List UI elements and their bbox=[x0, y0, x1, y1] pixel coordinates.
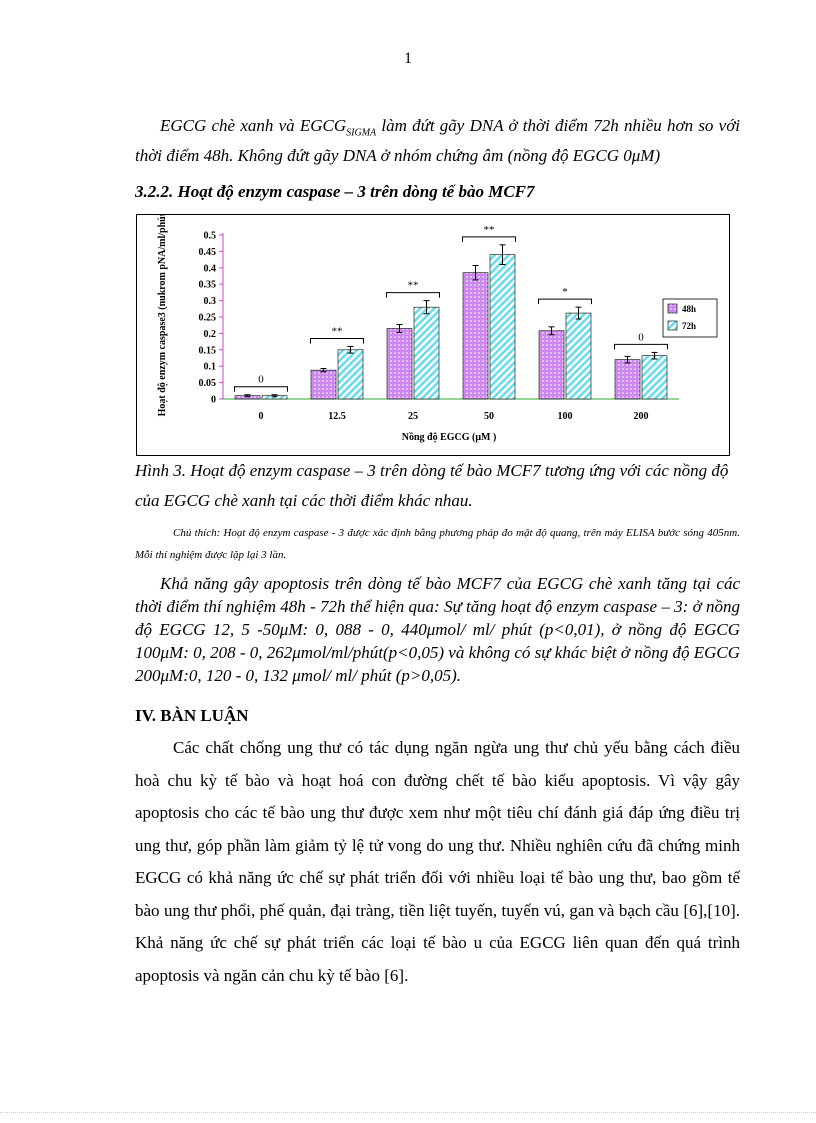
y-tick-label: 0.5 bbox=[203, 230, 216, 242]
x-tick-label: 50 bbox=[484, 411, 494, 422]
figure-caption: Hình 3. Hoạt độ enzym caspase – 3 trên dòng tế bào MCF7 tương ứng với các nồng độ của EGCG chè xanh tại các thời điểm khác nhau. bbox=[135, 461, 729, 510]
x-axis-label: Nồng độ EGCG (μM ) bbox=[401, 432, 497, 443]
legend-label-48h: 48h bbox=[682, 304, 697, 314]
significance-bracket bbox=[463, 237, 516, 242]
significance-bracket bbox=[311, 339, 364, 344]
chart-container bbox=[136, 214, 730, 456]
significance-bracket bbox=[387, 293, 440, 298]
y-tick-label: 0.2 bbox=[203, 328, 216, 340]
significance-label: 0 bbox=[258, 373, 264, 386]
bar-72h-25 bbox=[414, 307, 439, 399]
x-tick-label: 200 bbox=[633, 411, 649, 422]
y-tick-label: 0.35 bbox=[198, 279, 216, 291]
caspase-bar-chart bbox=[137, 215, 729, 455]
significance-label: ** bbox=[407, 279, 419, 292]
significance-label: ** bbox=[331, 325, 343, 338]
bar-48h-12.5 bbox=[311, 370, 336, 399]
section-heading-322: 3.2.2. Hoạt độ enzym caspase – 3 trên dòng tế bào MCF7 bbox=[135, 182, 535, 201]
y-tick-label: 0 bbox=[211, 394, 216, 406]
result-paragraph: Khả năng gây apoptosis trên dòng tế bào MCF7 của EGCG chè xanh tăng tại các thời điểm thí nghiệm 48h - 72h thể hiện qua: Sự tăng hoạt độ enzym caspase – 3: ở nồng độ EGCG 12, 5 -50μM: 0, 088 - 0, 440μmol/ ml/ phút (p<0,01), ở nồng độ EGCG 100μM: 0, 208 - 0, 262μmol/ml/phút(p<0,05) và không có sự khác biệt ở nồng độ EGCG 200μM:0, 120 - 0, 132 μmol/ ml/ phút (p>0,05). bbox=[135, 574, 740, 685]
intro-paragraph bbox=[135, 114, 740, 167]
section-heading-iv: IV. BÀN LUẬN bbox=[135, 706, 249, 725]
y-tick-label: 0.05 bbox=[198, 378, 216, 390]
bar-48h-50 bbox=[463, 273, 488, 399]
page-number: 1 bbox=[404, 50, 412, 67]
y-tick-label: 0.3 bbox=[203, 296, 216, 308]
x-tick-label: 12.5 bbox=[328, 411, 346, 422]
significance-label: ** bbox=[483, 223, 495, 236]
bar-72h-12.5 bbox=[338, 350, 363, 399]
bar-48h-200 bbox=[615, 360, 640, 399]
y-axis-label: Hoạt độ enzym caspase3 (nukrom pNA/ml/phút) bbox=[157, 215, 168, 417]
x-tick-label: 0 bbox=[258, 411, 264, 422]
y-tick-label: 0.45 bbox=[198, 246, 216, 258]
bar-48h-100 bbox=[539, 331, 564, 399]
intro-subscript: SIGMA bbox=[346, 127, 377, 139]
legend-label-72h: 72h bbox=[682, 321, 697, 331]
intro-part2: làm đứt gãy DNA ở thời điểm 72h nhiều hơn so với thời điểm 48h. Không đứt gãy DNA ở nhóm chứng âm (nồng độ EGCG 0μM) bbox=[135, 116, 740, 166]
legend-swatch-48h bbox=[668, 304, 677, 313]
intro-part1: EGCG chè xanh và EGCG bbox=[160, 116, 347, 135]
bar-72h-100 bbox=[566, 313, 591, 399]
bar-48h-25 bbox=[387, 328, 412, 399]
significance-label: * bbox=[562, 286, 568, 299]
x-tick-label: 25 bbox=[408, 411, 418, 422]
bar-72h-50 bbox=[490, 255, 515, 399]
x-tick-label: 100 bbox=[557, 411, 573, 422]
y-tick-label: 0.4 bbox=[203, 263, 216, 275]
discussion-paragraph: Các chất chống ung thư có tác dụng ngăn ngừa ung thư chủ yếu bằng cách điều hoà chu kỳ tế bào và hoạt hoá con đường chết tế bào kiểu apoptosis. Vì vậy gây apoptosis cho các tế bào ung thư được xem như một tiêu chí đánh giá đáp ứng điều trị ung thư, góp phần làm giảm tỷ lệ tử vong do ung thư. Nhiều nghiên cứu đã chứng minh EGCG có khả năng ức chế sự phát triển đối với nhiều loại tế bào ung thư, bao gồm tế bào ung thư phổi, phế quản, đại tràng, tiền liệt tuyến, tuyến vú, gan và bạch cầu [6],[10]. Khả năng ức chế sự phát triển các loại tế bào u của EGCG liên quan đến quá trình apoptosis và ngăn cản chu kỳ tế bào [6]. bbox=[135, 738, 740, 985]
y-tick-label: 0.15 bbox=[198, 345, 216, 357]
y-tick-label: 0.25 bbox=[198, 312, 216, 324]
legend-swatch-72h bbox=[668, 321, 677, 330]
significance-label: 0 bbox=[638, 331, 644, 344]
significance-bracket bbox=[539, 299, 592, 304]
page-footer-divider bbox=[0, 1112, 816, 1113]
figure-note: Chú thích: Hoạt độ enzym caspase - 3 được xác định bằng phương pháp đo mật độ quang, trên máy ELISA bước sóng 405nm. Mỗi thí nghiệm được lặp lại 3 lần. bbox=[135, 527, 740, 561]
y-tick-label: 0.1 bbox=[203, 361, 216, 373]
chart-marks bbox=[199, 224, 680, 422]
significance-bracket bbox=[235, 387, 288, 392]
bar-72h-200 bbox=[642, 356, 667, 399]
significance-bracket bbox=[615, 344, 668, 349]
